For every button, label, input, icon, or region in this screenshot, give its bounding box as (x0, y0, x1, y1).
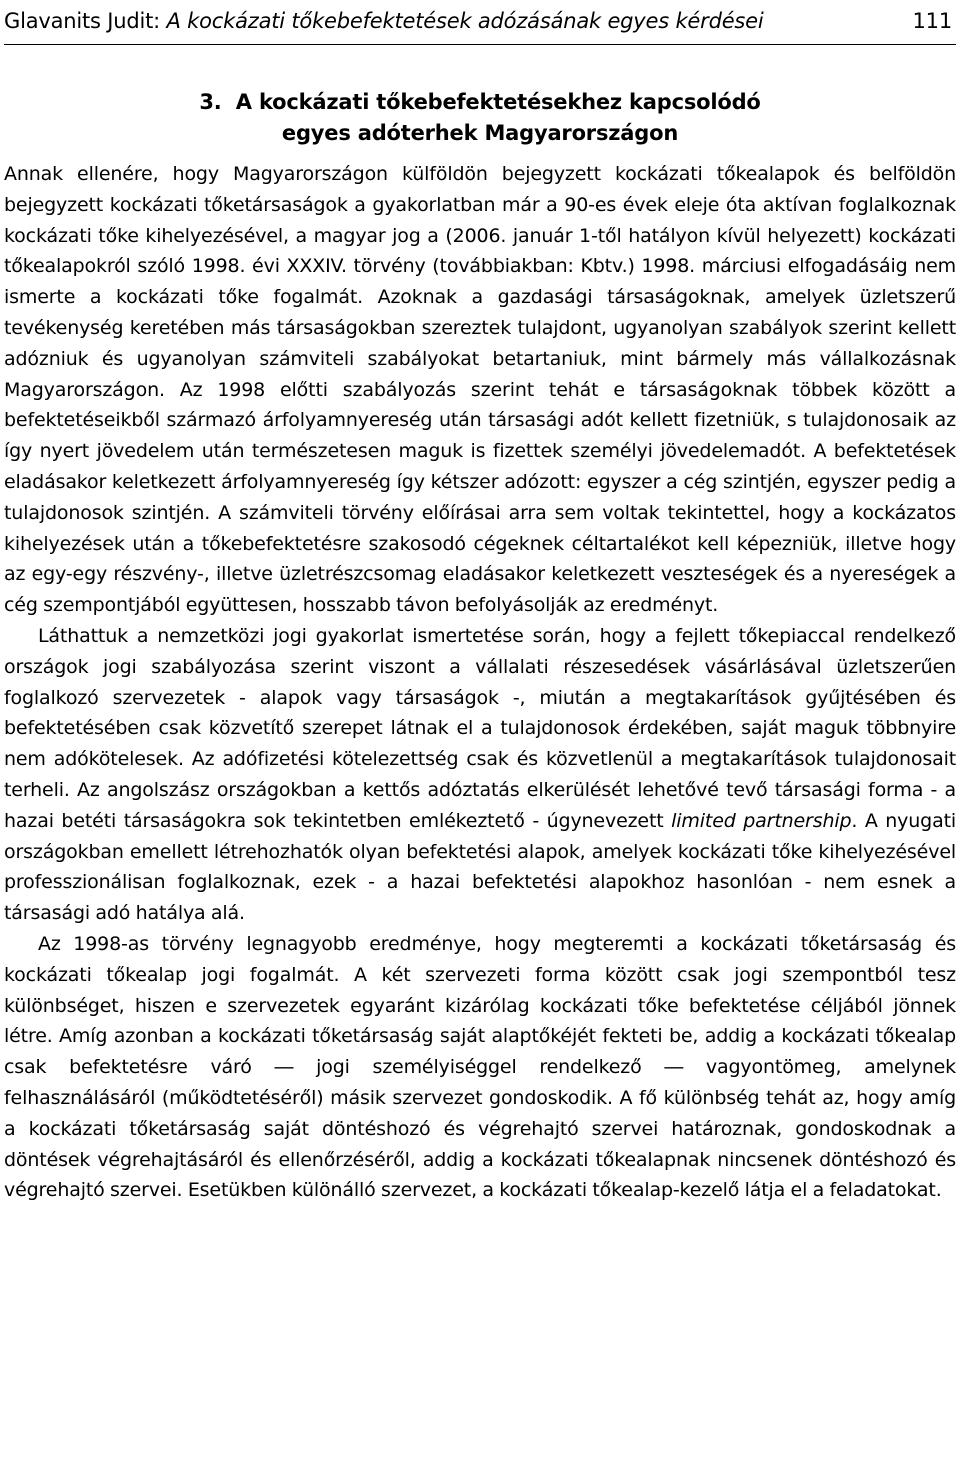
page-number: 111 (912, 9, 952, 33)
header-citation (4, 8, 764, 44)
header-author: Glavanits Judit: (4, 9, 161, 33)
header-title: A kockázati tőkebefektetések adózásának egyes kérdései (166, 9, 764, 33)
section-title-line1: A kockázati tőkebefektetésekhez kapcsolódó (235, 90, 761, 114)
paragraph-2-text-b: . A nyugati országokban emellett létrehozhatók olyan befektetési alapok, amelyek kockázati tőke kihelyezésével professzionálisan foglalkoznak, ezek - a hazai befektetési alapokhoz hasonlóan - nem esnek a társasági adó hatálya alá. (4, 809, 957, 925)
section-heading-line1 (4, 87, 956, 118)
paragraph-1: Annak ellenére, hogy Magyarországon külföldön bejegyzett kockázati tőkealapok és belföldön bejegyzett kockázati tőketársaságok a gyakorlatban már a 90-es évek eleje óta aktívan foglalkoznak kockázati tőke kihelyezésével, a magyar jog a (2006. január 1-től hatályon kívül helyezett) kockázati tőkealapokról szóló 1998. évi XXXIV. törvény (továbbiakban: Kbtv.) 1998. márciusi elfogadásáig nem ismerte a kockázati tőke fogalmát. Azoknak a gazdasági társaságoknak, amelyek üzletszerű tevékenység keretében más társaságokban szereztek tulajdont, ugyanolyan szabályok szerint kellett adózniuk és ugyanolyan számviteli szabályokat betartaniuk, mint bármely más vállalkozásnak Magyarországon. Az 1998 előtti szabályozás szerint tehát e társaságoknak többek között a befektetéseikből származó árfolyamnyereség után társasági adót kellett fizetniük, s tulajdonosaik az így nyert jövedelem után természetesen maguk is fizettek személyi jövedelemadót. A befektetések eladásakor keletkezett árfolyamnyereség így kétszer adózott: egyszer a cég szintjén, egyszer pedig a tulajdonosok szintjén. A számviteli törvény előírásai arra sem voltak tekintettel, hogy a kockázatos kihelyezések után a tőkebefektetésre szakosodó cégeknek céltartalékot kell képezniük, illetve hogy az egy-egy részvény-, illetve üzletrészcsomag eladásakor keletkezett veszteségek és a nyereségek a cég szempontjából együttesen, hosszabb távon befolyásolják az eredményt. (4, 163, 956, 617)
section-heading (4, 87, 956, 149)
document-page (4, 0, 956, 1206)
body-text (4, 159, 956, 1206)
paragraph-3: Az 1998-as törvény legnagyobb eredménye, hogy megteremti a kockázati tőketársaság és kockázati tőkealap jogi fogalmát. A két szervezeti forma között csak jogi szempontból tesz különbséget, hiszen e szervezetek egyaránt kizárólag kockázati tőke befektetése céljából jönnek létre. Amíg azonban a kockázati tőketársaság saját alaptőkéjét fekteti be, addig a kockázati tőkealap csak befektetésre váró ― jogi személyiséggel rendelkező ― vagyontömeg, amelynek felhasználásáról (működtetéséről) másik szervezet gondoskodik. A fő különbség tehát az, hogy amíg a kockázati tőketársaság saját döntéshozó és végrehajtó szervei határoznak, gondoskodnak a döntések végrehajtásáról és ellenőrzéséről, addig a kockázati tőkealapnak nincsenek döntéshozó és végrehajtó szervei. Esetükben különálló szervezet, a kockázati tőkealap-kezelő látja el a feladatokat. (4, 932, 956, 1202)
paragraph-2-italic-term: limited partnership (671, 809, 852, 832)
section-title-line2: egyes adóterhek Magyarországon (281, 121, 679, 145)
running-header (4, 0, 956, 45)
paragraph-2 (4, 621, 956, 929)
paragraph-2-text-a: Láthattuk a nemzetközi jogi gyakorlat ismertetése során, hogy a fejlett tőkepiaccal rendelkező országok jogi szabályozása szerint viszont a vállalati részesedések vásárlásával üzletszerűen foglalkozó szervezetek - alapok vagy társaságok -, miután a megtakarítások gyűjtésében és befektetésében csak közvetítő szerepet látnak el a tulajdonosok érdekében, saját maguk többnyire nem adókötelesek. Az adófizetési kötelezettség csak és közvetlenül a megtakarítások tulajdonosait terheli. Az angolszász országokban a kettős adóztatás elkerülését lehetővé tevő társasági forma - a hazai betéti társaságokra sok tekintetben emlékeztető - úgynevezett (4, 624, 956, 832)
section-number: 3. (199, 90, 222, 114)
